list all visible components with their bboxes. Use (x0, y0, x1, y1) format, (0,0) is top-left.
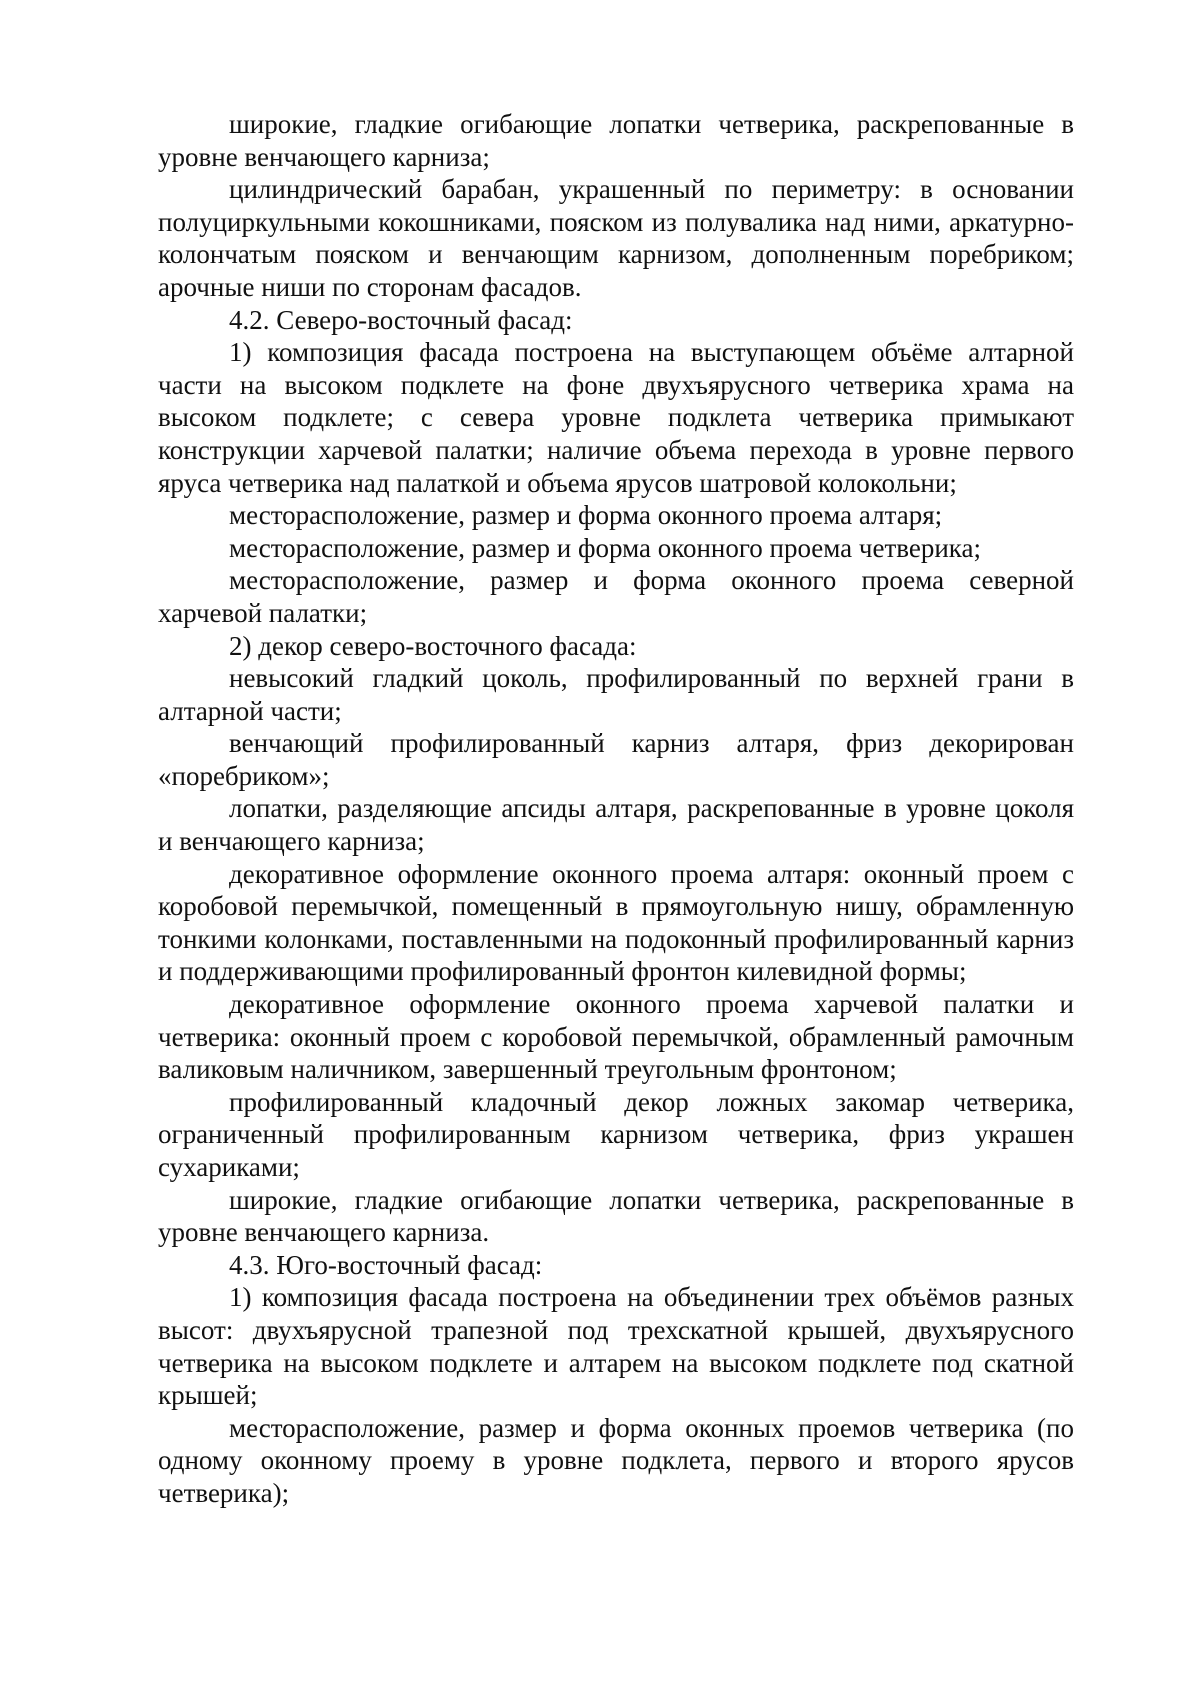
paragraph-chetverik-windows-se: месторасположение, размер и форма оконных проемов четверика (по одному оконному проему в уровне подклета, первого и второго ярусов четверика); (158, 1412, 1074, 1508)
paragraph-altar-window-decor: декоративное оформление оконного проема алтаря: оконный проем с коробовой перемычкой, помещенный в прямоугольную нишу, обрамленную тонкими колонками, поставленными на подоконный профилированный карниз и поддерживающими профилированный фронтон килевидной формы; (158, 858, 1074, 987)
paragraph-composition-ne: 1) композиция фасада построена на выступающем объёме алтарной части на высоком подклете на фоне двухъярусного четверика храма на высоком подклете; с севера уровне подклета четверика примыкают конструкции харчевой палатки; наличие объема перехода в уровне первого яруса четверика над палаткой и объема ярусов шатровой колокольни; (158, 337, 1074, 498)
paragraph-kharchevaya-window: месторасположение, размер и форма оконного проема северной харчевой палатки; (158, 565, 1074, 628)
paragraph-pilasters-1: широкие, гладкие огибающие лопатки четверика, раскрепованные в уровне венчающего карниза; (158, 109, 1074, 172)
paragraph-chetverik-window: месторасположение, размер и форма оконного проема четверика; (229, 532, 981, 563)
paragraph-altar-window: месторасположение, размер и форма оконного проема алтаря; (229, 500, 943, 531)
paragraph-drum: цилиндрический барабан, украшенный по периметру: в основании полуциркульными кокошниками, пояском из полувалика над ними, аркатурно-колончатым пояском и венчающим карнизом, дополненным поребриком; арочные ниши по сторонам фасадов. (158, 174, 1074, 302)
paragraph-zakomary: профилированный кладочный декор ложных закомар четверика, ограниченный профилированным карнизом четверика, фриз украшен сухариками; (158, 1086, 1074, 1182)
paragraph-pilasters-2: широкие, гладкие огибающие лопатки четверика, раскрепованные в уровне венчающего карниза. (158, 1184, 1074, 1248)
paragraph-kharchevaya-window-decor: декоративное оформление оконного проема харчевой палатки и четверика: оконный проем с коробовой перемычкой, обрамленный рамочным валиковым наличником, завершенный треугольным фронтоном; (158, 989, 1074, 1085)
paragraph-altar-cornice: венчающий профилированный карниз алтаря, фриз декорирован «поребриком»; (158, 728, 1074, 791)
paragraph-decor-ne-heading: 2) декор северо-восточного фасада: (229, 630, 637, 661)
paragraph-apse-pilasters: лопатки, разделяющие апсиды алтаря, раскрепованные в уровне цоколя и венчающего карниза; (158, 793, 1074, 857)
paragraph-plinth: невысокий гладкий цоколь, профилированный по верхней грани в алтарной части; (158, 663, 1074, 726)
section-heading-4-3: 4.3. Юго-восточный фасад: (229, 1249, 543, 1280)
document-page (158, 108, 1074, 1510)
section-heading-4-2: 4.2. Северо-восточный фасад: (229, 304, 573, 335)
paragraph-composition-se: 1) композиция фасада построена на объединении трех объёмов разных высот: двухъярусной трапезной под трехскатной крышей, двухъярусного четверика на высоком подклете и алтарем на высоком подклете под скатной крышей; (158, 1282, 1074, 1411)
